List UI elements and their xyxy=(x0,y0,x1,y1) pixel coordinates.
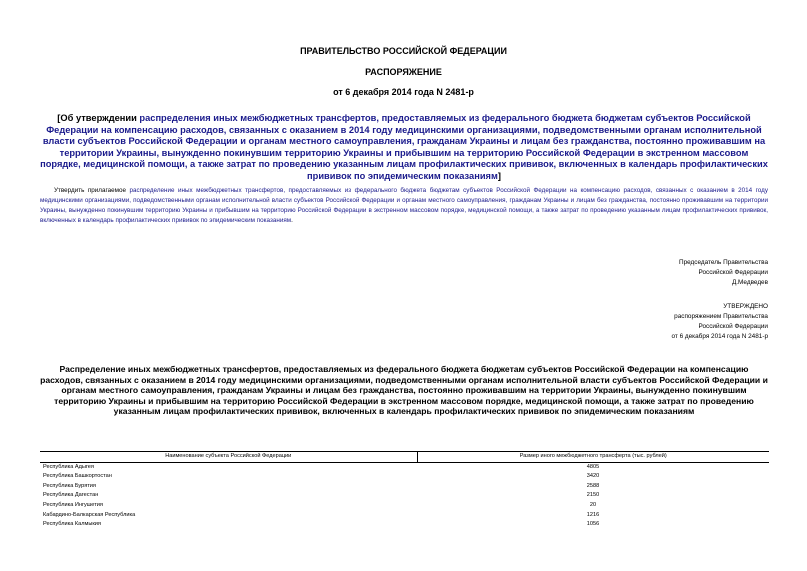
table-row xyxy=(40,462,769,472)
approval-line-1: УТВЕРЖДЕНО xyxy=(723,303,768,310)
approval-line-4: от 6 декабря 2014 года N 2481-р xyxy=(671,333,768,340)
table-row xyxy=(40,491,769,501)
approval-line-2: распоряжением Правительства xyxy=(674,313,768,320)
signature-block xyxy=(679,258,768,288)
table-row xyxy=(40,511,769,521)
subject-name: Республика Дагестан xyxy=(43,492,99,499)
transfer-amount: 1216 xyxy=(586,511,600,518)
table-row xyxy=(40,472,769,482)
title-prefix: Об утверждении xyxy=(60,113,140,123)
subject-name: Республика Адыгея xyxy=(43,463,94,470)
signature-line-2: Российской Федерации xyxy=(698,269,768,276)
column-header-amount: Размер иного межбюджетного трансферта (тыс. рублей) xyxy=(417,452,769,463)
approval-line-3: Российской Федерации xyxy=(698,323,768,330)
title-open-bracket: [ xyxy=(57,113,61,123)
transfer-amount: 1056 xyxy=(586,521,600,528)
transfer-amount: 3420 xyxy=(586,473,600,480)
distribution-table xyxy=(40,451,769,530)
document-date-heading: от 6 декабря 2014 года N 2481-р xyxy=(333,87,474,97)
document-type-heading: РАСПОРЯЖЕНИЕ xyxy=(365,67,442,77)
order-link[interactable]: распределение иных межбюджетных трансфертов, предоставляемых из федерального бюджета бюджетам субъектов Российской Федерации на компенсацию расходов, связанных с оказанием в 2014 году медицинскими организациями, подведомственными органам исполнительной власти субъектов Российской Федерации и органам местного самоуправления, гражданам Украины и лицам без гражданства, постоянно проживавшим на территории Украины, вынужденно покинувшим территорию Украины и прибывшим на территорию Российской Федерации в экстренном массовом порядке, медицинской помощи, а также затрат по проведению указанным лицам профилактических прививок, включенных в календарь профилактических прививок по эпидемическим показаниям xyxy=(40,187,768,224)
subject-name: Республика Ингушетия xyxy=(43,501,103,508)
document-title xyxy=(40,113,768,183)
government-heading: ПРАВИТЕЛЬСТВО РОССИЙСКОЙ ФЕДЕРАЦИИ xyxy=(300,46,507,56)
subject-name: Республика Башкортостан xyxy=(43,473,112,480)
order-prefix: Утвердить прилагаемое xyxy=(54,187,130,194)
distribution-title: Распределение иных межбюджетных трансфертов, предоставляемых из федерального бюджета бюджетам субъектов Российской Федерации на компенсацию расходов, связанных с оказанием в 2014 году медицинскими организациями, подведомственными органам исполнительной власти субъектов Российской Федерации и органам местного самоуправления, гражданам Украины и лицам без гражданства, постоянно проживавшим на территории Украины, вынужденно покинувшим территорию Украины и прибывшим на территорию Российской Федерации в экстренном массовом порядке, медицинской помощи, а также затрат по проведению указанным лицам профилактических прививок, включенных в календарь профилактических прививок по эпидемическим показаниям xyxy=(40,364,768,417)
subject-name: Кабардино-Балкарская Республика xyxy=(43,511,136,518)
order-suffix: . xyxy=(291,217,293,224)
table-row xyxy=(40,501,769,511)
signature-line-3: Д.Медведев xyxy=(731,279,768,286)
transfer-amount: 20 xyxy=(589,501,597,508)
subject-name: Республика Бурятия xyxy=(43,482,96,489)
subject-name: Республика Калмыкия xyxy=(43,521,101,528)
column-header-subject: Наименование субъекта Российской Федерации xyxy=(40,452,417,463)
table-header-row xyxy=(40,452,769,463)
transfer-amount: 4805 xyxy=(586,463,600,470)
transfer-amount: 2150 xyxy=(586,492,600,499)
signature-line-1: Председатель Правительства xyxy=(679,259,768,266)
table-row xyxy=(40,520,769,530)
transfer-amount: 2588 xyxy=(586,482,600,489)
title-close-bracket: ] xyxy=(497,170,501,181)
approval-block xyxy=(671,302,768,342)
title-link[interactable]: распределения иных межбюджетных трансфертов, предоставляемых из федерального бюджета бюджетам субъектов Российской Федерации на компенсацию расходов, связанных с оказанием в 2014 году медицинскими организациями, подведомственными органам исполнительной власти субъектов Российской Федерации и органам местного самоуправления, гражданам Украины и лицам без гражданства, постоянно проживавшим на территории Украины, вынужденно покинувшим территорию Украины и прибывшим на территорию Российской Федерации в экстренном массовом порядке, медицинской помощи, а также затрат по проведению указанным лицам профилактических прививок, включенных в календарь профилактических прививок по эпидемическим показаниям xyxy=(40,113,768,181)
table-row xyxy=(40,482,769,492)
order-paragraph xyxy=(40,186,768,226)
